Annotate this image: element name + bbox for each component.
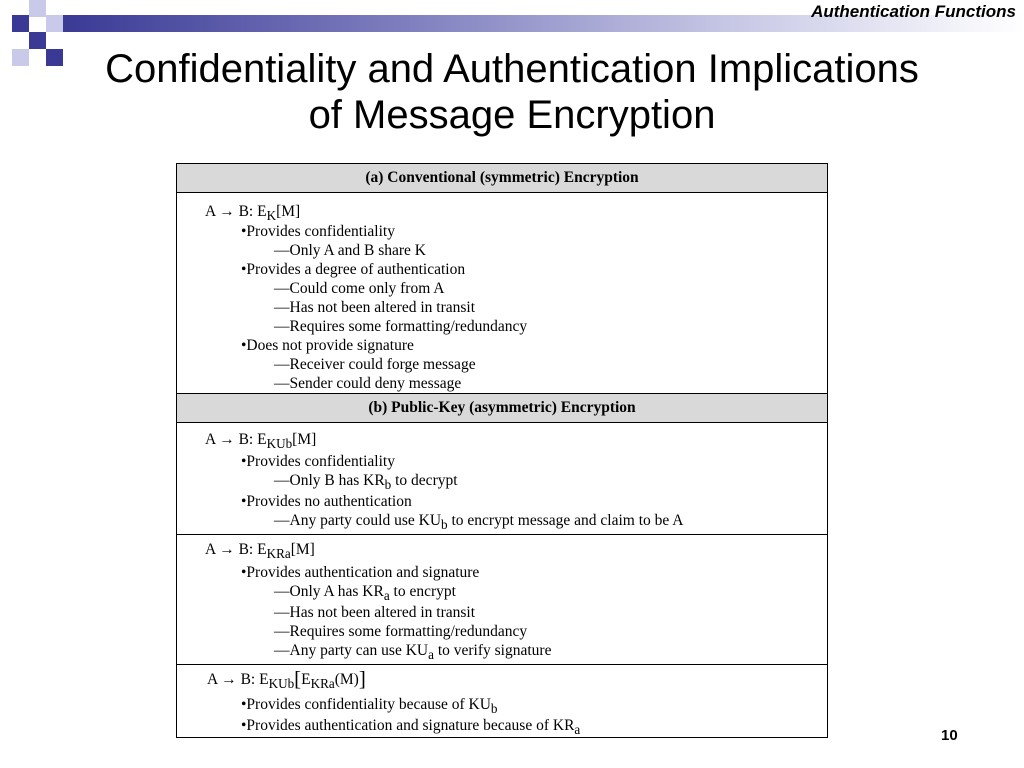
formula-subscript: KUb xyxy=(268,675,295,691)
section-a-line: •Provides confidentiality xyxy=(241,223,395,240)
formula-inner: E xyxy=(301,671,311,688)
case-divider xyxy=(177,664,827,665)
formula-inner: (M) xyxy=(334,671,359,688)
line-subscript: a xyxy=(383,587,390,603)
section-b-heading: (b) Public-Key (asymmetric) Encryption xyxy=(177,394,827,423)
case2-line: —Requires some formatting/redundancy xyxy=(274,623,528,640)
formula-subscript: K xyxy=(266,207,277,223)
line-text: to verify signature xyxy=(433,642,552,659)
section-a-line: •Provides a degree of authentication xyxy=(241,261,466,278)
section-a-line: —Requires some formatting/redundancy xyxy=(274,318,528,335)
section-a-line: —Could come only from A xyxy=(274,280,445,297)
section-label: Authentication Functions xyxy=(811,2,1016,21)
case1-line xyxy=(274,512,684,532)
line-text: —Any party could use KU xyxy=(274,512,442,529)
decor-square xyxy=(12,15,29,32)
encryption-figure xyxy=(176,163,828,738)
slide-title xyxy=(0,46,1024,138)
line-text: to decrypt xyxy=(391,472,458,489)
line-text: —Any party can use KU xyxy=(274,642,429,659)
page-number: 10 xyxy=(941,727,958,744)
section-a-line: —Only A and B share K xyxy=(274,242,426,259)
slide-title-line2: of Message Encryption xyxy=(308,93,716,137)
formula-suffix: [M] xyxy=(290,541,315,558)
formula-subscript: KRa xyxy=(266,545,291,561)
case-divider xyxy=(177,534,827,535)
section-a-line: —Sender could deny message xyxy=(274,375,462,392)
section-a-line: —Has not been altered in transit xyxy=(274,299,476,316)
case1-line: •Provides confidentiality xyxy=(241,453,395,470)
formula-prefix: A → B: E xyxy=(207,671,269,688)
case2-line: —Has not been altered in transit xyxy=(274,604,476,621)
section-a-line: —Receiver could forge message xyxy=(274,356,476,373)
line-text: •Provides authentication and signature because of KR xyxy=(241,717,575,734)
line-subscript: a xyxy=(428,646,434,662)
line-text: —Only B has KR xyxy=(274,472,385,489)
formula-prefix: A → B: E xyxy=(205,203,267,220)
case2-line xyxy=(274,642,552,662)
formula-bracket: [ xyxy=(294,666,302,691)
case1-formula xyxy=(205,431,317,451)
line-subscript: a xyxy=(574,721,581,737)
decor-square xyxy=(29,0,46,17)
line-subscript: b xyxy=(490,700,498,716)
line-subscript: b xyxy=(441,516,448,532)
line-text: to encrypt xyxy=(389,583,456,600)
case2-formula xyxy=(205,541,315,561)
case1-line: •Provides no authentication xyxy=(241,493,412,510)
line-subscript: b xyxy=(384,476,392,492)
formula-bracket: ] xyxy=(358,666,366,691)
formula-prefix: A → B: E xyxy=(205,431,267,448)
section-a-line: •Does not provide signature xyxy=(241,337,414,354)
case2-line: •Provides authentication and signature xyxy=(241,564,480,581)
formula-suffix: [M] xyxy=(276,203,301,220)
formula-suffix: [M] xyxy=(292,431,317,448)
case3-formula xyxy=(207,666,366,691)
case1-line xyxy=(274,472,458,492)
line-text: to encrypt message and claim to be A xyxy=(447,512,684,529)
slide-title-line1: Confidentiality and Authentication Implications xyxy=(105,47,919,91)
section-a-formula xyxy=(205,203,301,223)
case2-line xyxy=(274,583,456,603)
case3-line xyxy=(241,696,498,716)
formula-prefix: A → B: E xyxy=(205,541,267,558)
case3-line xyxy=(241,717,581,737)
section-a-heading: (a) Conventional (symmetric) Encryption xyxy=(177,164,827,193)
line-text: —Only A has KR xyxy=(274,583,384,600)
decor-square xyxy=(46,15,63,32)
line-text: •Provides confidentiality because of KU xyxy=(241,696,491,713)
formula-subscript: KUb xyxy=(266,435,293,451)
formula-subscript: KRa xyxy=(310,675,335,691)
